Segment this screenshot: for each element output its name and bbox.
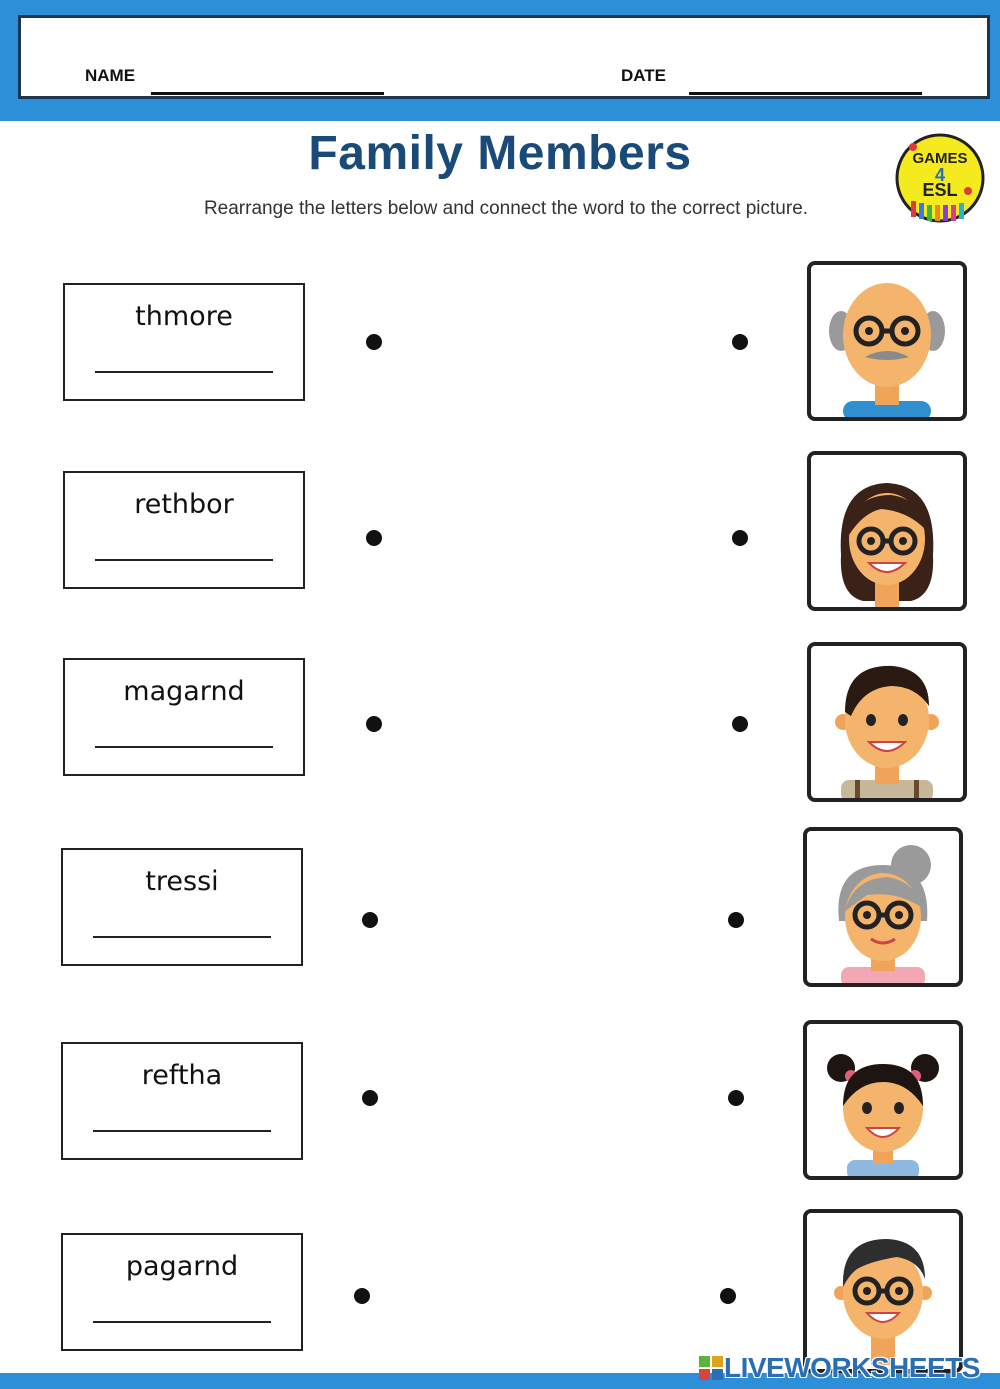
scrambled-word: reftha [141,1060,223,1091]
instructions: Rearrange the letters below and connect the word to the correct picture. [203,198,809,219]
name-date-box [18,15,990,99]
right-connect-dot[interactable] [720,1288,736,1304]
games4esl-logo [895,133,985,223]
picture-card-3[interactable] [807,642,967,802]
name-label: NAME [85,66,136,85]
answer-line[interactable] [93,1130,271,1132]
word-box-4[interactable] [61,848,303,966]
answer-line[interactable] [93,936,271,938]
scrambled-word: thmore [135,301,233,332]
page-title: Family Members [308,127,692,180]
right-connect-dot[interactable] [728,912,744,928]
logo-line3: ESL [922,180,958,200]
date-label: DATE [621,66,667,85]
answer-line[interactable] [95,746,273,748]
word-box-6[interactable] [61,1233,303,1351]
right-connect-dot[interactable] [728,1090,744,1106]
liveworksheets-logo-icon [698,1355,724,1381]
liveworksheets-watermark [698,1351,980,1385]
left-connect-dot[interactable] [354,1288,370,1304]
mother-icon [811,455,963,607]
watermark-text: LIVEWORKSHEETS [724,1352,980,1383]
scrambled-word: tressi [145,866,219,897]
date-field[interactable] [689,92,922,95]
logo-line2: 4 [934,165,946,185]
answer-line[interactable] [95,559,273,561]
answer-line[interactable] [95,371,273,373]
picture-card-5[interactable] [803,1020,963,1180]
picture-card-2[interactable] [807,451,967,611]
right-connect-dot[interactable] [732,530,748,546]
word-box-1[interactable] [63,283,305,401]
left-connect-dot[interactable] [366,716,382,732]
scrambled-word: pagarnd [125,1251,239,1282]
answer-line[interactable] [93,1321,271,1323]
left-connect-dot[interactable] [362,912,378,928]
logo-line1: GAMES [912,150,968,167]
scrambled-word: magarnd [123,676,245,707]
left-connect-dot[interactable] [366,530,382,546]
picture-card-4[interactable] [803,827,963,987]
right-connect-dot[interactable] [732,716,748,732]
right-connect-dot[interactable] [732,334,748,350]
scrambled-word: rethbor [134,489,234,520]
grandmother-icon [807,831,959,983]
word-box-3[interactable] [63,658,305,776]
name-field[interactable] [151,92,384,95]
sister-icon [807,1024,959,1176]
picture-card-1[interactable] [807,261,967,421]
left-connect-dot[interactable] [362,1090,378,1106]
brother-icon [807,1213,959,1365]
left-connect-dot[interactable] [366,334,382,350]
grandfather-icon [811,265,963,417]
picture-card-6[interactable] [803,1209,963,1373]
word-box-5[interactable] [61,1042,303,1160]
father-icon [811,646,963,798]
word-box-2[interactable] [63,471,305,589]
